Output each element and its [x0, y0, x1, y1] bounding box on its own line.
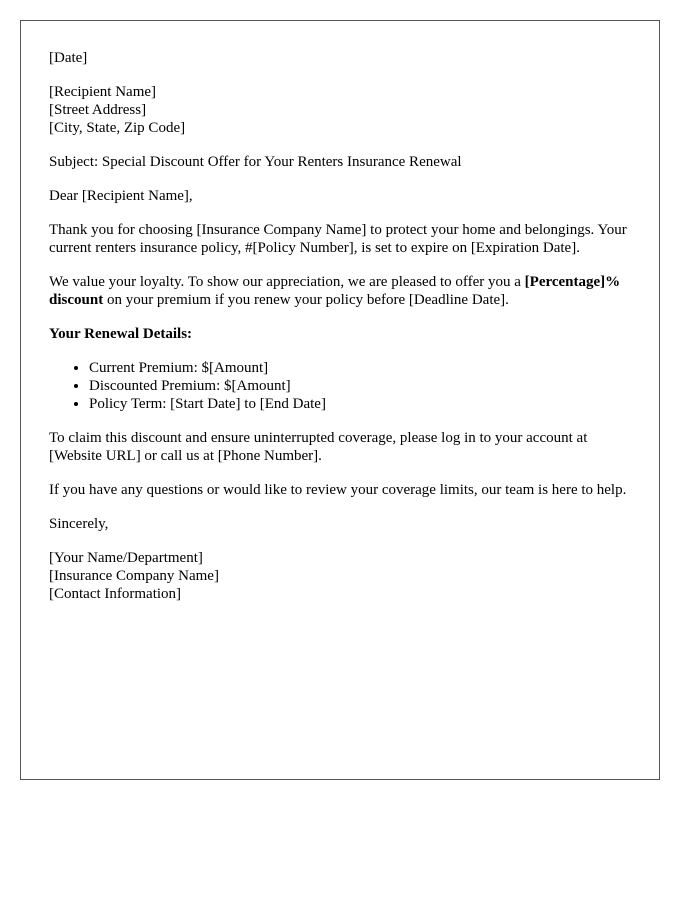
- renewal-details-list: [49, 359, 631, 413]
- date: [Date]: [49, 50, 88, 66]
- claim-paragraph: To claim this discount and ensure uninterrupted coverage, please log in to your account at [Website URL] or call us at [Phone Number].: [49, 430, 588, 464]
- discount-amount: [Percentage]% discount: [49, 274, 621, 308]
- letter: [20, 20, 660, 780]
- closing: Sincerely,: [49, 516, 109, 532]
- discount-text-after: on your premium if you renew your policy before [Deadline Date].: [103, 292, 509, 308]
- signature-company: [Insurance Company Name]: [49, 568, 219, 584]
- recipient-address: [49, 83, 631, 137]
- salutation: Dear [Recipient Name],: [49, 188, 193, 204]
- detail-discounted-premium: • Discounted Premium: $[Amount]: [89, 377, 631, 395]
- recipient-street: [Street Address]: [49, 102, 147, 118]
- intro-paragraph: Thank you for choosing [Insurance Company Name] to protect your home and belongings. Your current renters insurance policy, #[Policy Number], is set to expire on [Expiration Date].: [49, 222, 627, 256]
- detail-current-premium: • Current Premium: $[Amount]: [89, 359, 631, 377]
- subject-line: Subject: Special Discount Offer for Your Renters Insurance Renewal: [49, 154, 462, 170]
- discount-paragraph: [49, 273, 631, 309]
- recipient-city: [City, State, Zip Code]: [49, 120, 186, 136]
- questions-paragraph: If you have any questions or would like to review your coverage limits, our team is here to help.: [49, 482, 627, 498]
- signature-name: [Your Name/Department]: [49, 550, 203, 566]
- signature-contact: [Contact Information]: [49, 586, 182, 602]
- recipient-name: [Recipient Name]: [49, 84, 157, 100]
- signature-block: [49, 549, 631, 603]
- renewal-details-heading: Your Renewal Details:: [49, 326, 193, 342]
- discount-text-before: We value your loyalty. To show our appreciation, we are pleased to offer you a: [49, 274, 525, 290]
- detail-policy-term: • Policy Term: [Start Date] to [End Date]: [89, 395, 631, 413]
